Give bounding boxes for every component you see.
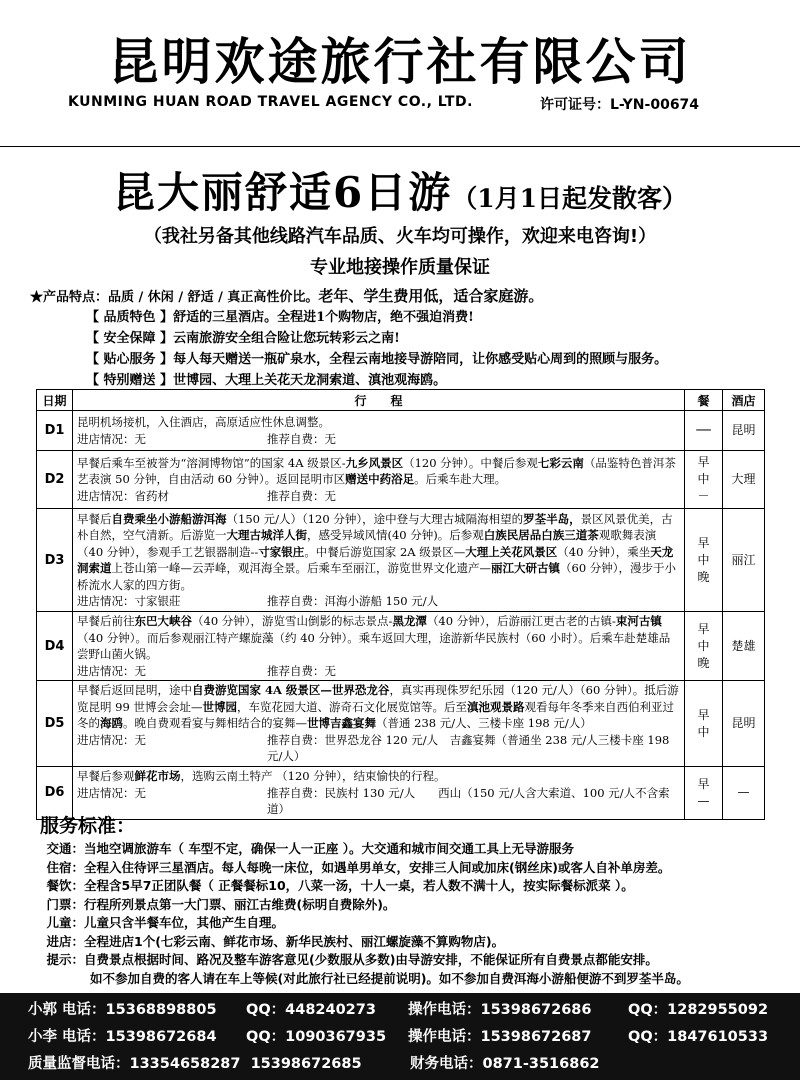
company-name-cn: 昆明欢途旅行社有限公司 bbox=[108, 33, 692, 91]
feature-item bbox=[30, 349, 790, 370]
service-standards bbox=[40, 812, 790, 988]
hotel-cell: 楚雄 bbox=[723, 612, 765, 681]
day-text: 早餐后前往东巴大峡谷（40 分钟），游览雪山倒影的标志景点-黑龙潭（40 分钟），后游丽江更古老的古镇-束河古镇（40 分钟）。而后参观丽江特产螺旋藻（约 40 分钟）。乘车返回大理，途游新华民族村（60 小时）。后乘车赴楚雄品尝野山菌火锅。 bbox=[77, 614, 671, 661]
header-divider bbox=[0, 146, 800, 147]
service-row bbox=[40, 840, 790, 859]
day-text: 早餐后自费乘坐小游船游洱海（150 元/人）（120 分钟），途中登与大理古城隔海相望的罗荃半岛，景区风景优美，古朴自然，空气清新。后游览一大理古城洋人街，感受异域风情(40 分钟)。后参观白族民居品白族三道茶观歌舞表演（40 分钟），参观手工艺银器制造--寸家银庄。中餐后游览国家 2A 级景区—大理上关花风景区（40 分钟），乘坐天龙洞索道上苍山第一峰—云弄峰，观洱海全景。后乘车至丽江，游览世界文化遗产—丽江大研古镇（60 分钟），漫步于小桥流水人家的四方街。 bbox=[77, 511, 677, 592]
feature-text: 云南旅游安全组合险让您玩转彩云之南! bbox=[173, 331, 400, 346]
tour-title-main: 昆大丽舒适6日游 bbox=[112, 168, 453, 217]
feature-label: 【 贴心服务 】 bbox=[86, 352, 174, 367]
feature-item bbox=[30, 307, 790, 328]
day-description bbox=[73, 681, 685, 767]
contact-phone: 小郭 电话：15368898805 bbox=[28, 1002, 217, 1018]
operation-qq: QQ：1847610533 bbox=[628, 1029, 769, 1045]
meal-cell: 早 中 晚 bbox=[685, 509, 723, 612]
contact-footer bbox=[0, 993, 800, 1080]
self-pay-info: 推荐自费：无 bbox=[267, 431, 336, 446]
service-text: 全程入住待评三星酒店。每人每晚一床位，如遇单男单女，安排三人间或加床(钢丝床)或客人自补单房差。 bbox=[84, 859, 671, 875]
day-label: D1 bbox=[37, 411, 73, 451]
company-name-en: KUNMING HUAN ROAD TRAVEL AGENCY CO., LTD. bbox=[68, 94, 473, 110]
contact-row bbox=[28, 997, 768, 1023]
feature-text: 每人每天赠送一瓶矿泉水，全程云南地接导游陪同，让你感受贴心周到的照顾与服务。 bbox=[173, 352, 668, 367]
finance-phone: 财务电话：0871-3516862 bbox=[410, 1056, 600, 1072]
itinerary-header bbox=[37, 390, 765, 411]
day-text: 早餐后乘车至被誉为“溶洞博物馆”的国家 4A 级景区-九乡风景区（120 分钟）。中餐后参观七彩云南（品鉴特色普洱茶艺表演 50 分钟，自由活动 60 分钟）。返回昆明市区赠送中药浴足。后乘车赴大理。 bbox=[77, 455, 676, 487]
service-row bbox=[40, 914, 790, 933]
service-text: 当地空调旅游车（ 车型不定，确保一人一正座 ）。大交通和城市间交通工具上无导游服务 bbox=[84, 841, 574, 856]
service-title: 服务标准： bbox=[40, 815, 136, 837]
day-description bbox=[73, 411, 685, 451]
service-label: 住宿： bbox=[46, 859, 84, 875]
meal-cell: ── bbox=[685, 411, 723, 451]
meal-cell: 早 中 bbox=[685, 681, 723, 767]
quality-supervision-phone: 质量监督电话：13354658287 15398672685 bbox=[28, 1056, 362, 1072]
contact-row bbox=[28, 1024, 768, 1050]
self-pay-info: 推荐自费：无 bbox=[267, 663, 336, 678]
quality-slogan: 专业地接操作质量保证 bbox=[310, 257, 490, 278]
contact-phone: 小李 电话：15398672684 bbox=[28, 1029, 217, 1045]
table-row bbox=[37, 509, 765, 612]
hotel-cell: — bbox=[723, 767, 765, 820]
hotel-cell: 昆明 bbox=[723, 411, 765, 451]
shop-info: 进店情况：寸家银莊 bbox=[77, 594, 181, 608]
day-text: 昆明机场接机，入住酒店，高原适应性休息调整。 bbox=[77, 415, 330, 429]
feature-text: 舒适的三星酒店。全程进1个购物店，绝不强迫消费! bbox=[173, 310, 474, 325]
service-row bbox=[40, 896, 790, 915]
service-text: 行程所列景点第一大门票、丽江古维费(标明自费除外)。 bbox=[84, 896, 396, 912]
self-pay-info: 推荐自费：民族村 130 元/人 西山（150 元/人含大索道、100 元/人不含索道） bbox=[267, 785, 670, 816]
service-row bbox=[40, 877, 790, 896]
service-label: 餐饮： bbox=[46, 878, 84, 893]
operation-phone: 操作电话：15398672687 bbox=[408, 1029, 592, 1045]
license-number: 许可证号：L-YN-00674 bbox=[540, 97, 700, 113]
service-label: 交通： bbox=[46, 841, 84, 856]
day-label: D6 bbox=[37, 767, 73, 820]
operation-phone: 操作电话：15398672686 bbox=[408, 1002, 592, 1018]
feature-label: 【 品质特色 】 bbox=[86, 310, 174, 325]
day-label: D5 bbox=[37, 681, 73, 767]
col-route: 行 程 bbox=[73, 390, 685, 411]
self-pay-info: 推荐自费：洱海小游船 150 元/人 bbox=[267, 594, 439, 608]
day-label: D4 bbox=[37, 612, 73, 681]
shop-info: 进店情况：无 bbox=[77, 431, 146, 446]
tour-departure: （1月1日起发散客） bbox=[452, 184, 688, 213]
service-row bbox=[40, 951, 790, 970]
itinerary-table bbox=[36, 389, 765, 820]
feature-item bbox=[30, 328, 790, 349]
contact-row bbox=[28, 1051, 600, 1077]
tour-title bbox=[0, 160, 800, 220]
hotel-cell: 昆明 bbox=[723, 681, 765, 767]
col-hotel: 酒店 bbox=[723, 390, 765, 411]
col-day: 日期 bbox=[37, 390, 73, 411]
feature-label: 【 安全保障 】 bbox=[86, 331, 174, 346]
service-row bbox=[40, 933, 790, 952]
hotel-cell: 丽江 bbox=[723, 509, 765, 612]
day-text: 早餐后参观鲜花市场，选购云南土特产 （120 分钟），结束愉快的行程。 bbox=[77, 769, 446, 783]
feature-text: 世博园、大理上关花天龙洞索道、滇池观海鸥。 bbox=[173, 373, 447, 388]
service-text: 全程进店1个(七彩云南、鲜花市场、新华民族村、丽江螺旋藻不算购物店)。 bbox=[84, 933, 505, 949]
day-text: 早餐后返回昆明，途中自费游览国家 4A 级景区—世界恐龙谷，真实再现侏罗纪乐园（120 元/人）（60 分钟）。抵后游览昆明 99 世博会会址—世博园，车览花园大道、游奇石文化展览馆等。后至滇池观景路观看每年冬季来自西伯利亚过冬的海鸥。晚自费观看宴与舞相结合的宴舞—世博吉鑫宴舞（普通 238 元/人、三楼卡座 198 元/人） bbox=[77, 683, 679, 731]
self-pay-info: 推荐自费：世界恐龙谷 120 元/人 吉鑫宴舞（普通坐 238 元/人三楼卡座 198 元/人） bbox=[267, 732, 670, 764]
day-description bbox=[73, 509, 685, 612]
contact-qq: QQ：1090367935 bbox=[246, 1029, 387, 1045]
table-row bbox=[37, 451, 765, 509]
col-meal: 餐 bbox=[685, 390, 723, 411]
contact-qq: QQ：448240273 bbox=[246, 1002, 376, 1018]
feature-summary-label: ★产品特点：品质 / 休闲 / 舒适 / 真正高性价比。 bbox=[30, 290, 319, 305]
day-label: D2 bbox=[37, 451, 73, 509]
meal-cell: 早 中 晚 bbox=[685, 612, 723, 681]
product-features bbox=[30, 286, 790, 391]
shop-info: 进店情况：无 bbox=[77, 732, 146, 747]
hotel-cell: 大理 bbox=[723, 451, 765, 509]
meal-cell: 早 — bbox=[685, 767, 723, 820]
feature-label: 【 特别赠送 】 bbox=[86, 373, 174, 388]
service-label: 门票： bbox=[46, 896, 84, 912]
service-label: 儿童： bbox=[46, 915, 84, 930]
shop-info: 进店情况：无 bbox=[77, 663, 146, 678]
service-note: 如不参加自费的客人请在车上等候(对此旅行社已经提前说明)。如不参加自费洱海小游船便游不到罗荃半岛。 bbox=[90, 970, 689, 986]
service-text: 全程含5早7正团队餐（ 正餐餐标10，八菜一汤，十人一桌，若人数不满十人，按实际餐标派菜 ）。 bbox=[84, 878, 634, 893]
day-label: D3 bbox=[37, 509, 73, 612]
service-label: 提示： bbox=[46, 952, 84, 967]
feature-summary-highlight: 老年、学生费用低，适合家庭游。 bbox=[318, 287, 544, 305]
header bbox=[0, 0, 800, 150]
self-pay-info: 推荐自费：无 bbox=[267, 488, 336, 503]
tour-subtitle: （我社另备其他线路汽车品质、火车均可操作，欢迎来电咨询!） bbox=[143, 226, 657, 247]
service-text: 自费景点根据时间、路况及整车游客意见(少数服从多数)由导游安排，不能保证所有自费景点都能安排。 bbox=[84, 952, 658, 967]
day-description bbox=[73, 612, 685, 681]
shop-info: 进店情况：省药材 bbox=[77, 488, 169, 503]
table-row bbox=[37, 411, 765, 451]
service-label: 进店： bbox=[46, 933, 84, 949]
meal-cell: 早 中 － bbox=[685, 451, 723, 509]
table-row bbox=[37, 681, 765, 767]
feature-summary bbox=[30, 286, 790, 307]
shop-info: 进店情况：无 bbox=[77, 785, 146, 800]
service-row bbox=[40, 859, 790, 878]
table-row bbox=[37, 612, 765, 681]
service-text: 儿童只含半餐车位，其他产生自理。 bbox=[84, 915, 285, 930]
feature-item bbox=[30, 370, 790, 391]
operation-qq: QQ：1282955092 bbox=[628, 1002, 769, 1018]
day-description bbox=[73, 451, 685, 509]
